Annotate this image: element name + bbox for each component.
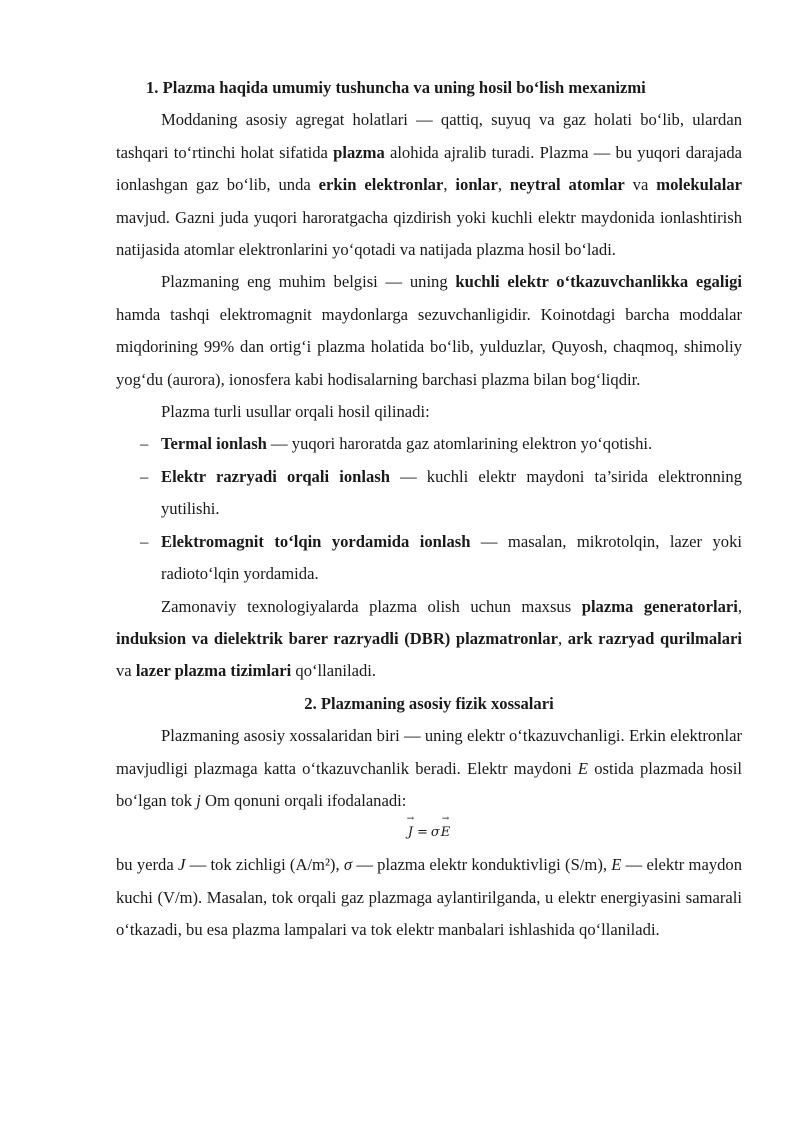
text-run: ,: [557, 628, 568, 648]
formula-electric-field: → E: [440, 817, 452, 849]
bold-term: molekulalar: [656, 175, 742, 195]
section-2-paragraph-2: [116, 849, 742, 946]
text-run: Plazmaning asosiy xossalaridan biri — uning elektr o‘tkazuvchanligi. Erkin elektronlar mavjudligi plazmaga katta o‘tkazuvchanlik beradi. Elektr maydoni: [116, 726, 742, 778]
italic-symbol: E: [577, 758, 589, 778]
section-2-heading: 2. Plazmaning asosiy fizik xossalari: [304, 693, 554, 713]
text-run: bu yerda: [116, 855, 178, 875]
text-run: ,: [497, 175, 510, 195]
text-run: qo‘llaniladi.: [291, 661, 377, 681]
text-run: — tok zichligi (A/m²),: [185, 855, 344, 875]
text-run: — plazma elektr konduktivligi (S/m),: [352, 855, 612, 875]
bold-term: neytral atomlar: [509, 175, 625, 195]
text-run: hamda tashqi elektromagnit maydonlarga sezuvchanligidir. Koinotdagi barcha moddalar miqdorining 99% dan ortig‘i plazma holatida bo‘lib, yulduzlar, Quyosh, chaqmoq, shimoliy yog‘du (aurora), ionosfera kabi hodisalarning barchasi plazma bilan bog‘liqdir.: [116, 304, 742, 389]
section-1-paragraph-1: [116, 104, 742, 266]
italic-symbol: E: [611, 855, 622, 875]
text-run: Moddaning asosiy agregat holatlari — qattiq, suyuq va gaz holati bo‘lib, ulardan tashqari to‘rtinchi holat sifatida: [116, 110, 742, 162]
text-run: mavjud. Gazni juda yuqori haroratgacha qizdirish yoki kuchli elektr maydonida ionlashtirish natijasida atomlar elektronlarini yo‘qotadi va natijada plazma hosil bo‘ladi.: [116, 207, 742, 260]
bold-term: erkin elektronlar: [318, 175, 444, 195]
text-run: — yuqori haroratda gaz atomlarining elektron yo‘qotishi.: [266, 434, 653, 454]
italic-symbol: σ: [343, 855, 353, 875]
section-1-paragraph-2: [116, 266, 742, 396]
italic-symbol: j: [196, 790, 201, 810]
bold-term: Elektr razryadi orqali ionlash: [161, 466, 390, 486]
section-2-paragraph-1: [116, 720, 742, 817]
text-run: alohida ajralib turadi. Plazma — bu yuqori darajada ionlashgan gaz bo‘lib, unda: [116, 142, 742, 195]
text-run: ,: [737, 596, 743, 616]
bold-term: induksion va dielektrik barer razryadli (DBR) plazmatronlar: [116, 628, 558, 648]
bold-term: Termal ionlash: [161, 434, 267, 454]
text-run: Zamonaviy texnologiyalarda plazma olish uchun maxsus: [161, 596, 582, 616]
bold-term: ionlar: [455, 175, 498, 195]
bold-term: plazma: [333, 142, 385, 162]
text-run: Plazmaning eng muhim belgisi — uning: [161, 272, 456, 292]
dash-bullet: –: [140, 531, 149, 551]
formula-current-density: → J: [407, 817, 414, 849]
dash-bullet: –: [140, 466, 149, 486]
formula-equals: =: [416, 825, 428, 841]
text-run: va: [116, 661, 136, 681]
text-run: ostida plazmada hosil bo‘lgan tok: [116, 758, 742, 810]
bold-term: plazma generatorlari: [581, 596, 738, 616]
list-item: [116, 428, 742, 460]
list-item: [116, 526, 742, 591]
bold-term: ark razryad qurilmalari: [567, 628, 743, 648]
section-1-paragraph-3: Plazma turli usullar orqali hosil qilinadi:: [161, 402, 430, 422]
bold-term: kuchli elektr o‘tkazuvchanlikka egaligi: [455, 272, 742, 292]
text-run: — kuchli elektr maydoni ta’sirida elektronning yutilishi.: [161, 466, 742, 519]
section-1-heading: 1. Plazma haqida umumiy tushuncha va uning hosil bo‘lish mexanizmi: [146, 78, 646, 97]
section-1-paragraph-4: [116, 591, 742, 688]
text-run: Om qonuni orqali ifodalanadi:: [200, 790, 407, 810]
formula-sigma: σ: [430, 825, 440, 841]
ionization-methods-list: [116, 428, 742, 590]
bold-term: lazer plazma tizimlari: [135, 661, 292, 681]
text-run: — masalan, mikrotolqin, lazer yoki radioto‘lqin yordamida.: [161, 531, 742, 584]
text-run: va: [624, 175, 657, 195]
list-item: [116, 461, 742, 526]
italic-symbol: J: [177, 855, 186, 875]
ohm-law-formula: [116, 817, 742, 849]
text-run: — elektr maydon kuchi (V/m). Masalan, tok orqali gaz plazmaga aylantirilganda, u elektr energiyasini samarali o‘tkazadi, bu esa plazma lampalari va tok elektr manbalari ishlashida qo‘llaniladi.: [116, 855, 743, 940]
dash-bullet: –: [140, 434, 149, 454]
text-run: ,: [443, 175, 456, 195]
bold-term: Elektromagnit to‘lqin yordamida ionlash: [161, 531, 471, 551]
